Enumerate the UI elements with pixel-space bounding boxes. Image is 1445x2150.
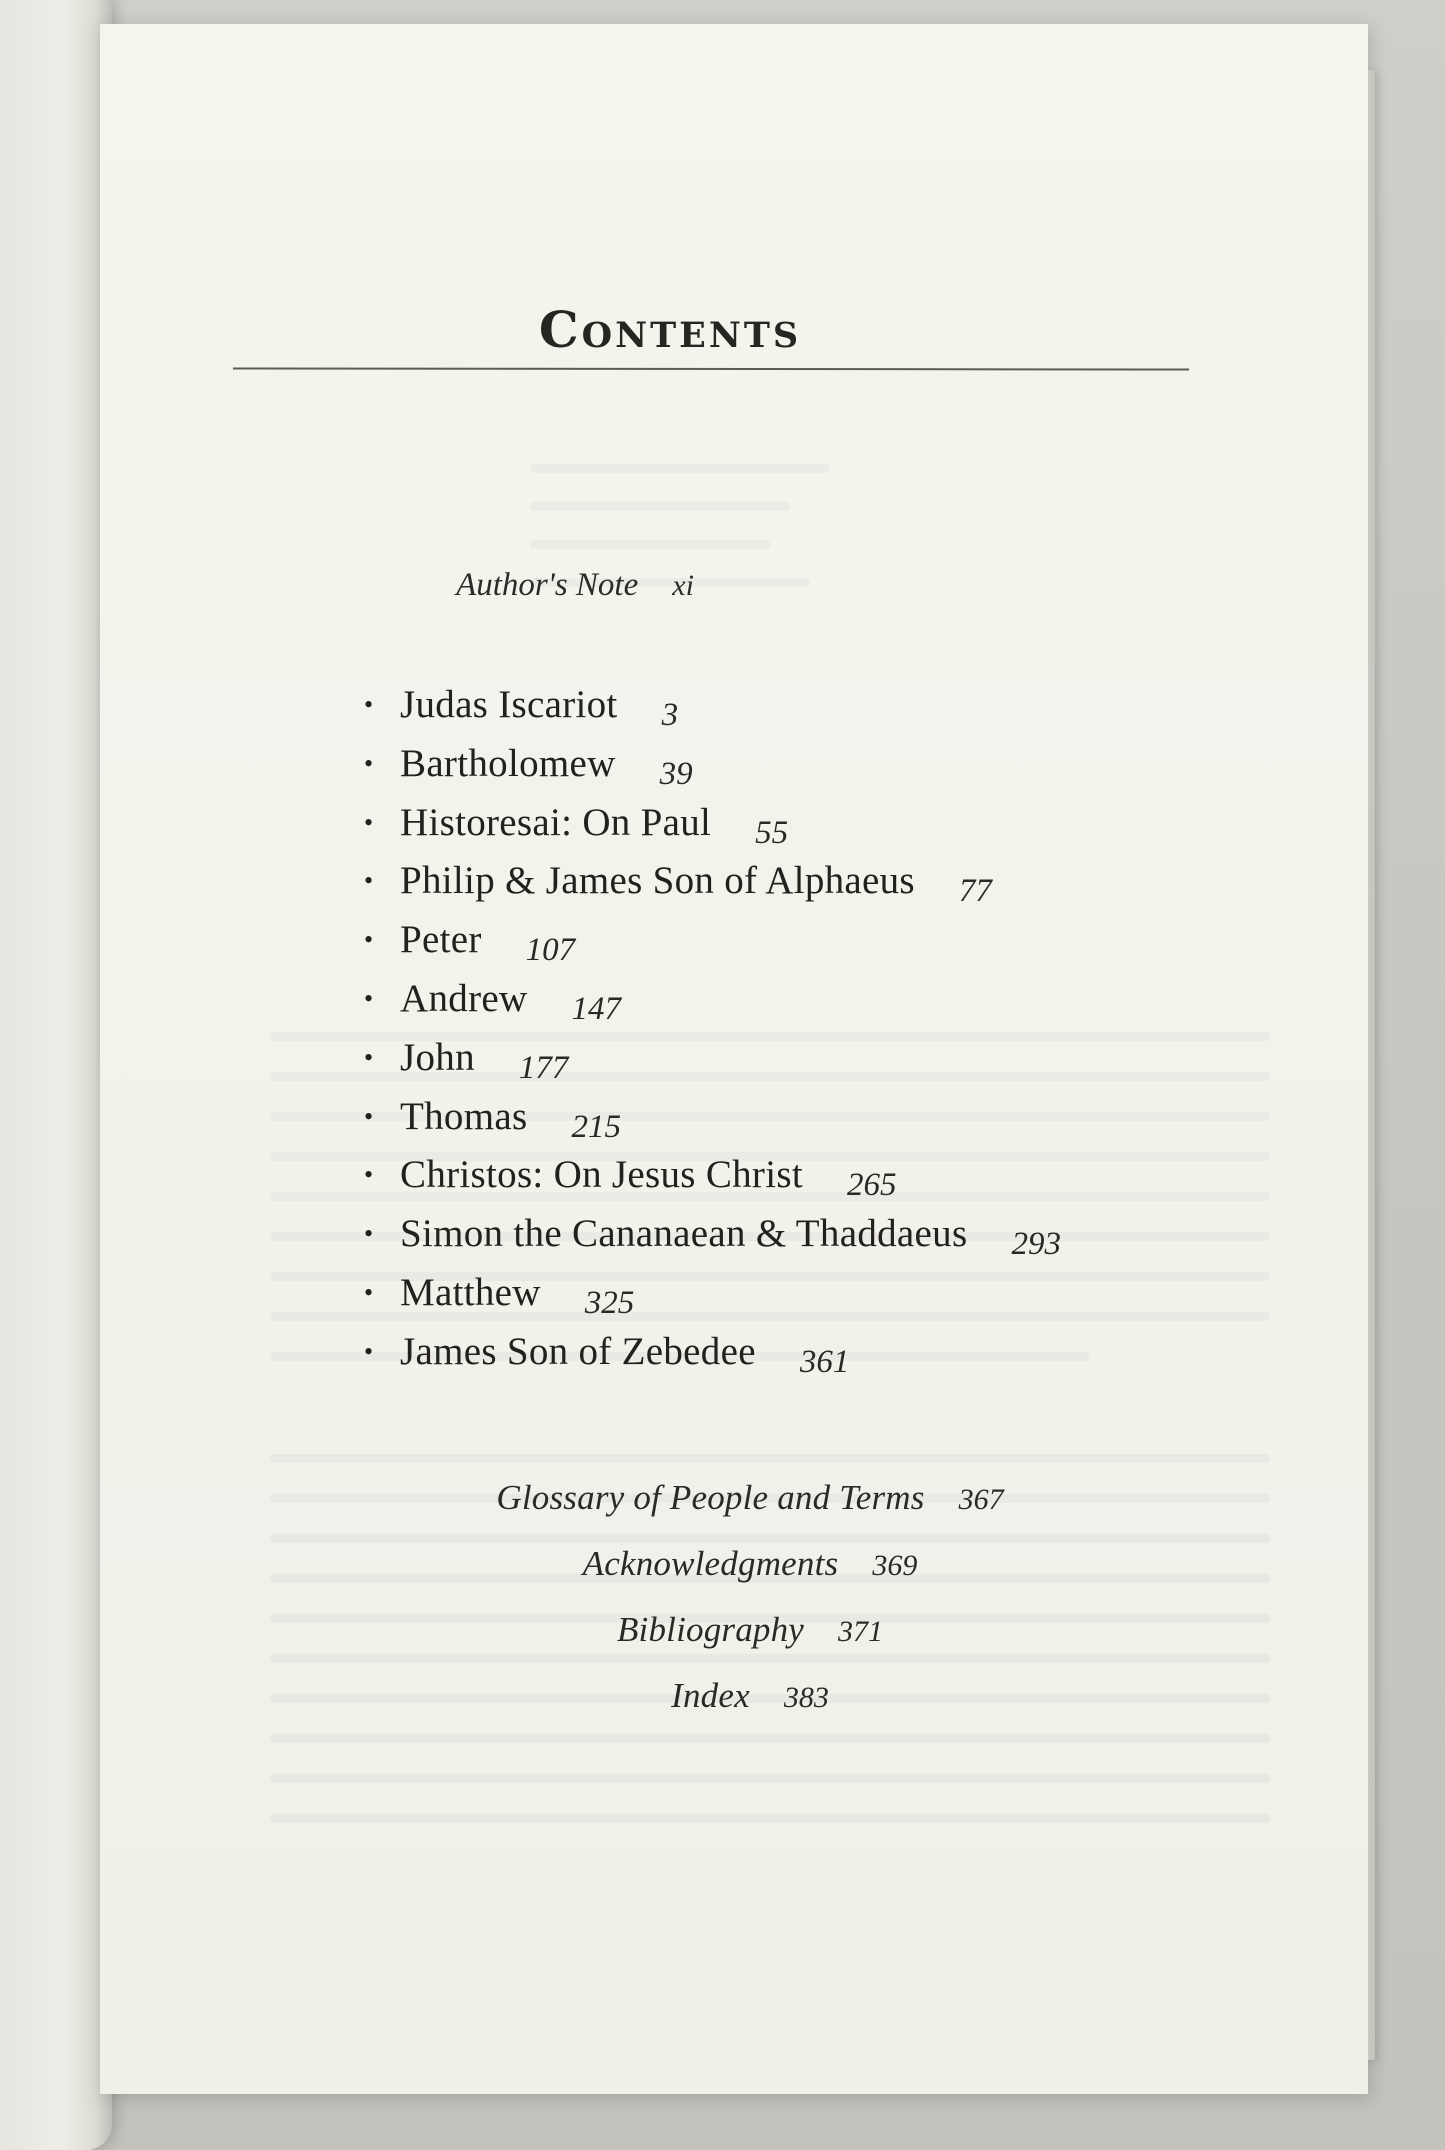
chapter-page: 215 xyxy=(571,1108,621,1145)
back-matter-page: 371 xyxy=(838,1615,884,1648)
back-matter-page: 383 xyxy=(783,1681,829,1714)
chapter-title: Christos: On Jesus Christ xyxy=(400,1153,803,1197)
bullet-icon: • xyxy=(364,748,374,778)
back-matter-page: 367 xyxy=(958,1483,1004,1516)
chapter-title: Historesai: On Paul xyxy=(400,800,712,844)
chapter-page: 107 xyxy=(525,932,576,969)
chapter-page: 177 xyxy=(518,1049,569,1086)
chapter-page: 147 xyxy=(571,990,621,1027)
chapter-page: 293 xyxy=(1011,1226,1061,1263)
chapter-title: Bartholomew xyxy=(400,741,616,785)
chapter-title: Simon the Cananaean & Thaddaeus xyxy=(400,1212,968,1256)
back-matter-entry xyxy=(0,1478,1445,1544)
chapter-title: Thomas xyxy=(400,1094,528,1138)
chapter-list xyxy=(364,682,1164,1388)
chapter-entry xyxy=(364,1329,1164,1388)
back-matter-label: Glossary of People and Terms xyxy=(496,1478,925,1517)
chapter-entry xyxy=(364,1035,1164,1094)
bullet-icon: • xyxy=(364,690,374,719)
chapter-entry xyxy=(364,976,1164,1035)
chapter-page: 325 xyxy=(584,1284,635,1321)
chapter-entry xyxy=(364,1211,1164,1270)
chapter-title: James Son of Zebedee xyxy=(400,1329,756,1373)
bullet-icon: • xyxy=(364,1336,374,1366)
chapter-title: Philip & James Son of Alphaeus xyxy=(400,859,915,903)
back-matter-entry xyxy=(0,1676,1445,1742)
bullet-icon: • xyxy=(364,1277,374,1307)
chapter-title: Matthew xyxy=(400,1270,541,1314)
bullet-icon: • xyxy=(364,1160,374,1190)
chapter-entry xyxy=(364,858,1164,917)
back-matter-page: 369 xyxy=(872,1549,918,1582)
chapter-entry xyxy=(364,1270,1164,1329)
chapter-entry xyxy=(364,741,1164,800)
back-matter-label: Acknowledgments xyxy=(582,1544,839,1583)
chapter-title: John xyxy=(400,1035,475,1079)
bullet-icon: • xyxy=(364,866,374,896)
bullet-icon: • xyxy=(364,1042,374,1072)
chapter-title: Judas Iscariot xyxy=(400,683,618,726)
chapter-page: 55 xyxy=(755,814,789,851)
back-matter-label: Index xyxy=(671,1676,750,1715)
chapter-entry xyxy=(364,800,1164,859)
chapter-entry xyxy=(364,1094,1164,1153)
chapter-page: 3 xyxy=(661,697,679,733)
bullet-icon: • xyxy=(364,807,374,837)
back-matter-label: Bibliography xyxy=(616,1610,805,1649)
front-matter-page: xi xyxy=(672,569,694,602)
chapter-title: Andrew xyxy=(400,976,528,1020)
chapter-page: 265 xyxy=(846,1167,897,1204)
chapter-page: 39 xyxy=(659,755,693,792)
contents-heading: Contents xyxy=(538,300,802,359)
front-matter-entry xyxy=(0,567,1150,604)
chapter-entry xyxy=(364,1152,1164,1211)
bullet-icon: • xyxy=(364,1101,374,1131)
bullet-icon: • xyxy=(364,983,374,1013)
bullet-icon: • xyxy=(364,925,374,955)
chapter-entry xyxy=(364,682,1164,741)
back-matter-list xyxy=(0,1478,1445,1742)
chapter-page: 77 xyxy=(958,873,992,910)
bullet-icon: • xyxy=(364,1219,374,1249)
front-matter-label: Author's Note xyxy=(456,567,639,603)
chapter-title: Peter xyxy=(400,918,482,962)
back-matter-entry xyxy=(0,1610,1445,1676)
back-matter-entry xyxy=(0,1544,1445,1610)
chapter-page: 361 xyxy=(799,1343,850,1380)
chapter-entry xyxy=(364,917,1164,976)
